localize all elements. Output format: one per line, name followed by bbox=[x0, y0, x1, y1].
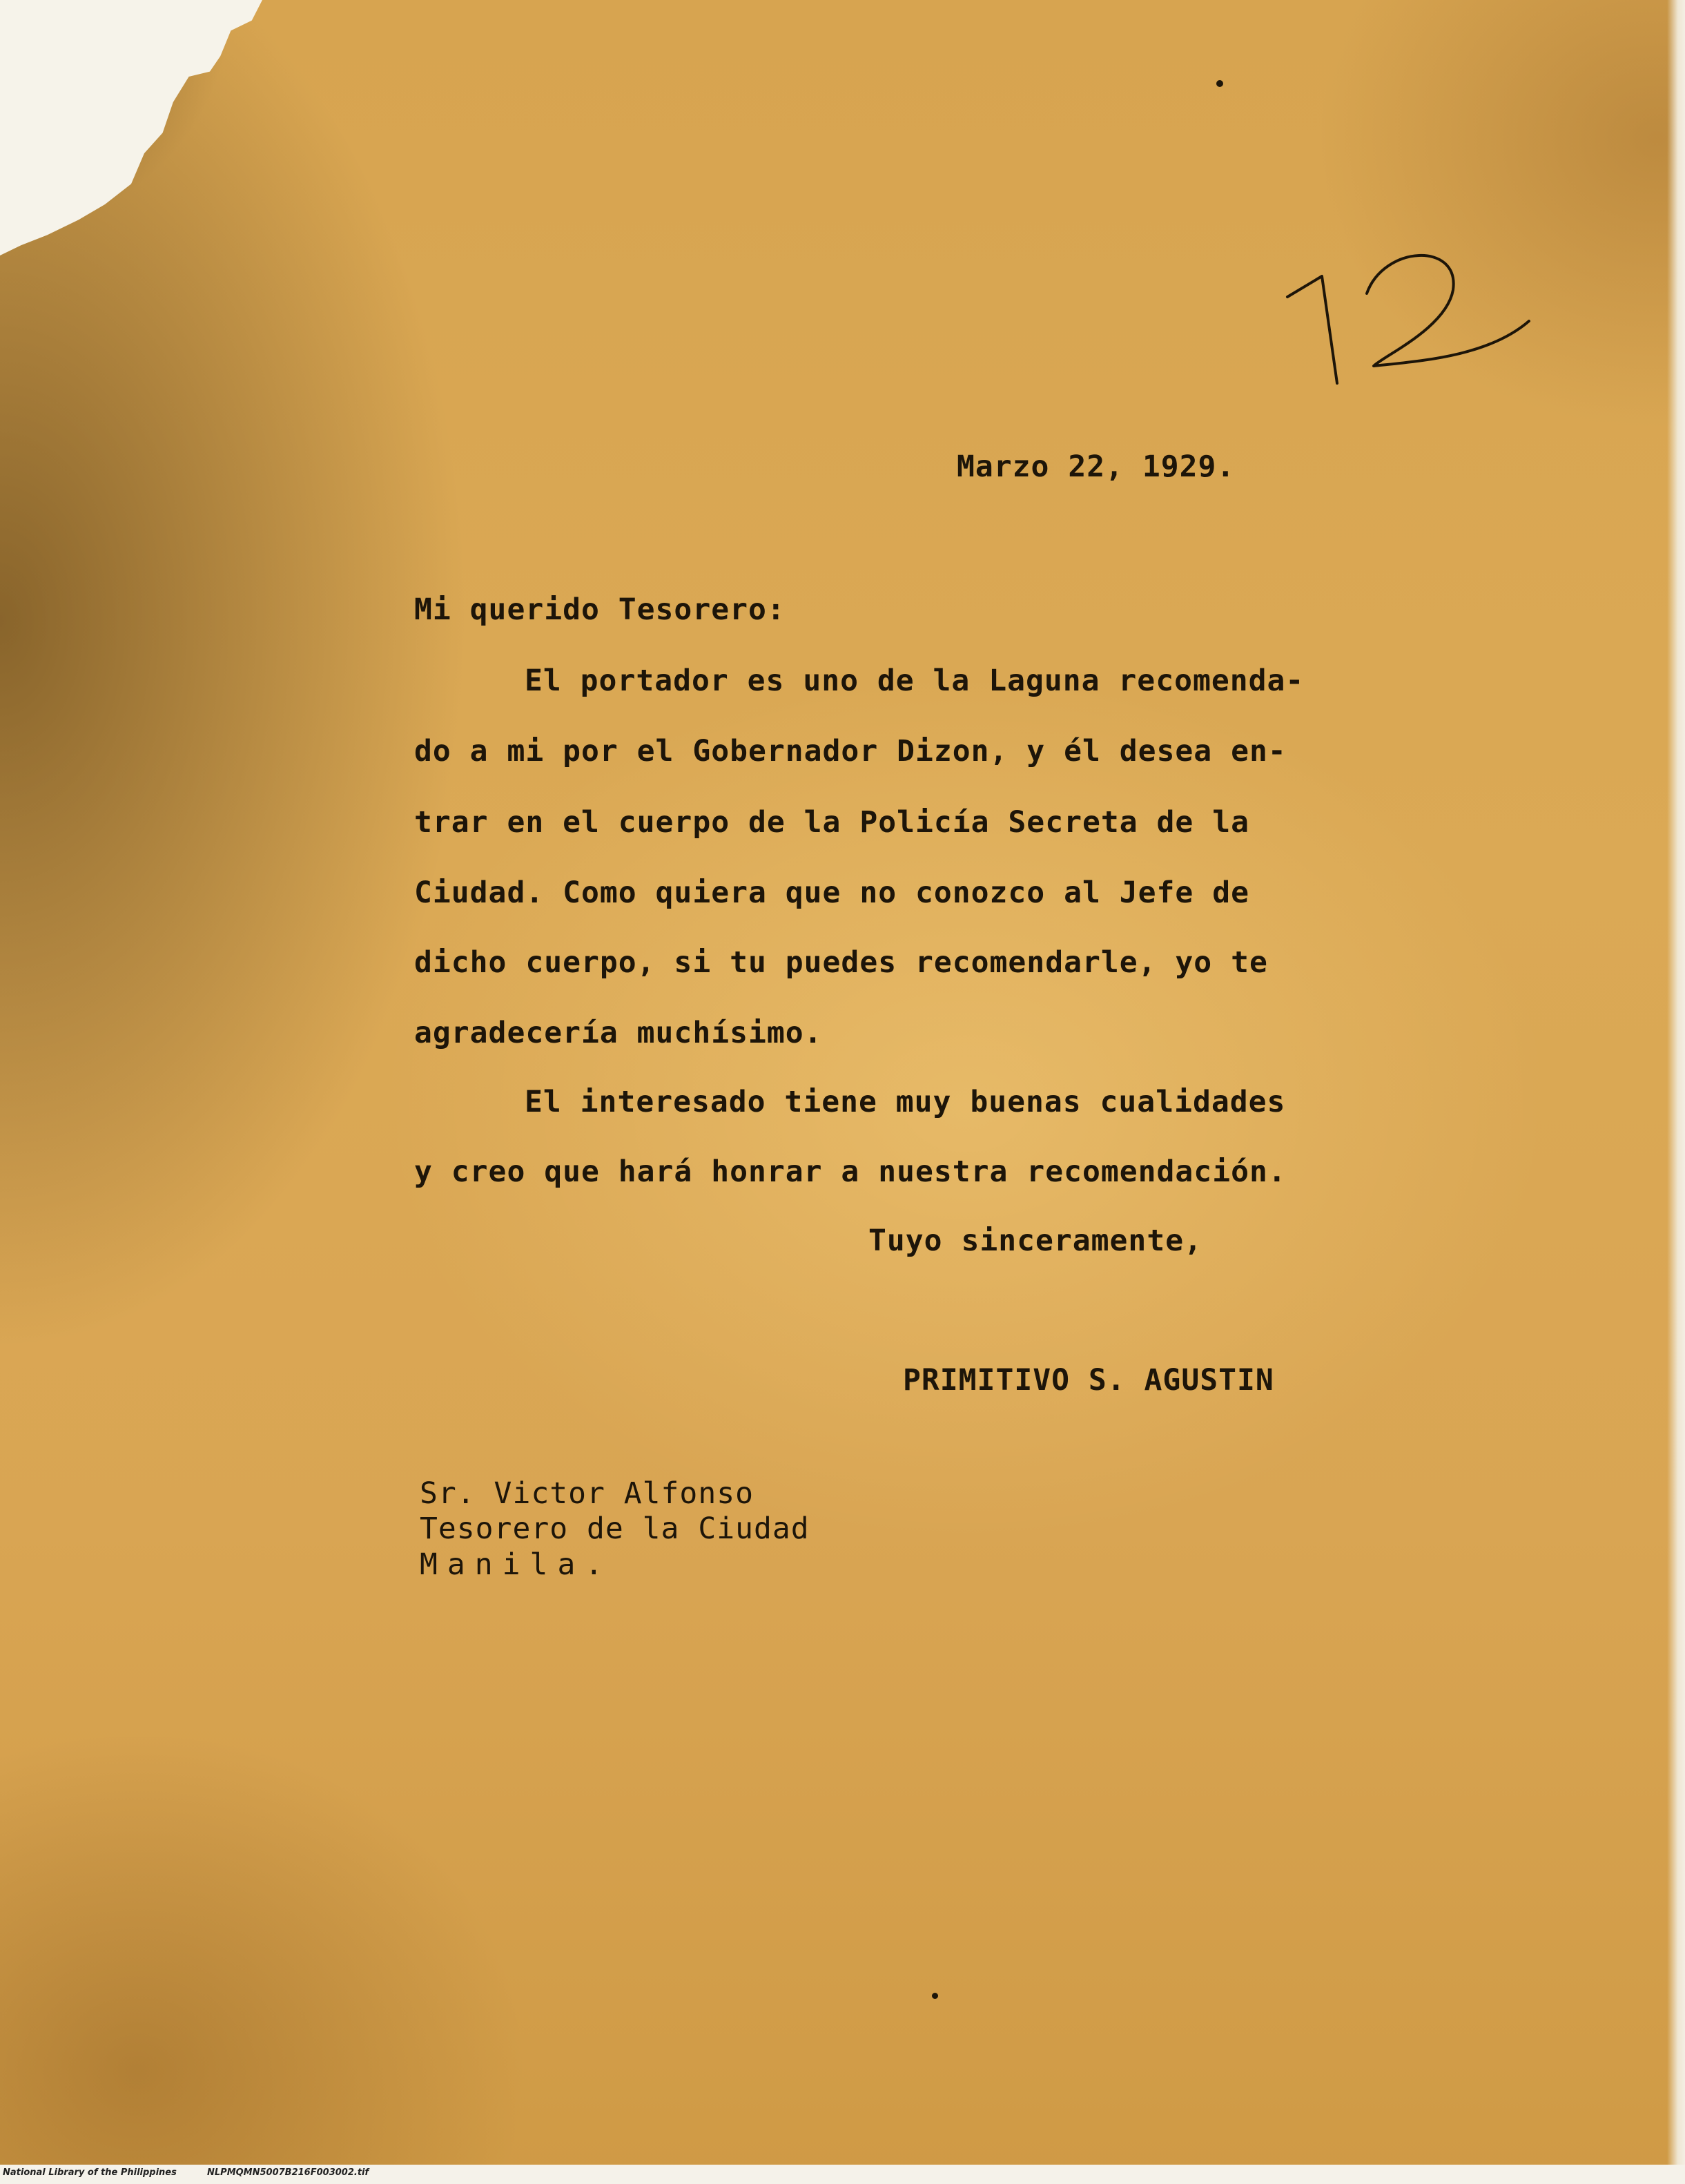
body-line: Ciudad. Como quiera que no conozco al Jefe de bbox=[414, 876, 1249, 910]
letter-signature: PRIMITIVO S. AGUSTIN bbox=[903, 1363, 1274, 1398]
letter-salutation: Mi querido Tesorero: bbox=[414, 592, 786, 627]
body-line: El interesado tiene muy buenas cualidades bbox=[525, 1085, 1286, 1119]
footer-library-label: National Library of the Philippines bbox=[3, 2167, 177, 2178]
letter-closing: Tuyo sinceramente, bbox=[868, 1224, 1202, 1258]
body-line: y creo que hará honrar a nuestra recomendación. bbox=[414, 1154, 1287, 1189]
letter-date: Marzo 22, 1929. bbox=[957, 450, 1236, 484]
body-line: dicho cuerpo, si tu puedes recomendarle, yo te bbox=[414, 945, 1268, 980]
body-line: agradecería muchísimo. bbox=[414, 1016, 823, 1050]
addressee-city: Manila. bbox=[420, 1547, 613, 1582]
body-line: do a mi por el Gobernador Dizon, y él desea en- bbox=[414, 734, 1287, 769]
addressee-title: Tesorero de la Ciudad bbox=[420, 1511, 810, 1546]
body-line: trar en el cuerpo de la Policía Secreta de la bbox=[414, 805, 1249, 840]
footer-filename: NLPMQMN5007B216F003002.tif bbox=[207, 2167, 369, 2178]
body-line: El portador es uno de la Laguna recomenda- bbox=[525, 664, 1305, 698]
addressee-name: Sr. Victor Alfonso bbox=[420, 1476, 754, 1511]
